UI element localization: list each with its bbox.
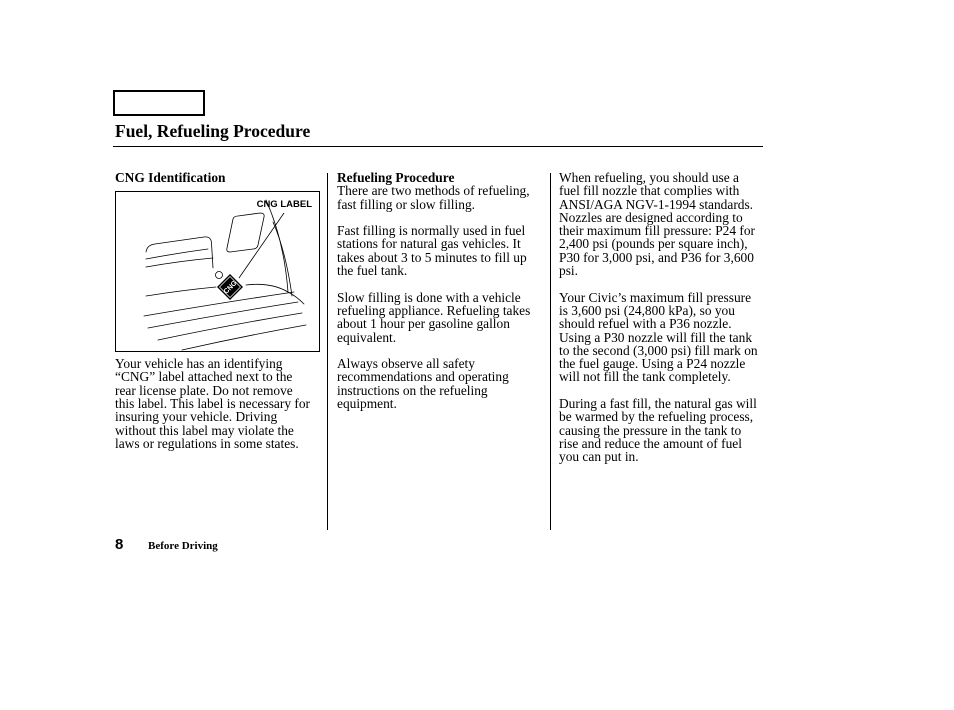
bumper-line	[158, 313, 302, 340]
trunk-lower-line	[246, 284, 304, 304]
column-cng-identification	[115, 171, 320, 464]
trunk-lock-keyhole	[216, 271, 223, 278]
body-paragraph: Always observe all safety recommendations and operating instructions on the refueling equipment.	[337, 356, 509, 412]
body-paragraph: When refueling, you should use a fuel fill nozzle that complies with ANSI/AGA NGV-1-1994 standards. Nozzles are designed according to their maximum fill pressure: P24 for 2,400 psi (pounds per square inch), P30 for 3,000 psi, and P36 for 3,600 psi.	[559, 170, 755, 279]
bumper-line	[182, 325, 306, 350]
callout-leader-line	[239, 213, 284, 278]
column-divider	[327, 173, 328, 530]
column-fill-nozzle-info	[559, 171, 767, 477]
license-plate-recess-outline	[146, 237, 213, 268]
license-plate-recess-line	[146, 249, 208, 259]
chapter-tab-box	[113, 90, 205, 116]
rear-vehicle-drawing	[116, 192, 319, 351]
column-divider	[550, 173, 551, 530]
cng-label-illustration	[115, 191, 320, 352]
body-paragraph: Slow filling is done with a vehicle refueling appliance. Refueling takes about 1 hour per gasoline gallon equivalent.	[337, 289, 531, 345]
title-rule	[113, 146, 763, 147]
cng-sticker-text: CNG	[222, 279, 239, 296]
section-heading-refueling-procedure: Refueling Procedure	[337, 170, 455, 185]
footer-section-name: Before Driving	[148, 540, 218, 552]
body-paragraph: Your Civic’s maximum fill pressure is 3,600 psi (24,800 kPa), so you should refuel with a P36 nozzle. Using a P30 nozzle will fill the tank to the second (3,000 psi) fill mark on the fuel gauge. Using a P24 nozzle will not fill the tank completely.	[559, 289, 758, 385]
body-paragraph: Your vehicle has an identifying “CNG” label attached next to the rear license plate. Do not remove this label. This label is necessary for insuring your vehicle. Driving without this label may violate the laws or regulations in some states.	[115, 356, 310, 451]
body-side-edge-line	[266, 200, 288, 292]
body-paragraph: Fast filling is normally used in fuel stations for natural gas vehicles. It takes about 3 to 5 minutes to fill up the fuel tank.	[337, 223, 527, 279]
trunk-opening-outline	[227, 213, 264, 252]
cng-label-callout: CNG LABEL	[256, 198, 312, 210]
license-plate-recess-line	[146, 258, 213, 267]
body-side-edge-line	[273, 222, 292, 296]
bumper-line	[148, 302, 298, 328]
trunk-lower-line	[146, 287, 216, 296]
bumper-line	[144, 292, 294, 316]
column-refueling-procedure	[337, 171, 545, 424]
body-paragraph: There are two methods of refueling, fast filling or slow filling.	[337, 183, 530, 212]
page-title: Fuel, Refueling Procedure	[115, 121, 311, 141]
body-paragraph: During a fast fill, the natural gas will be warmed by the refueling process, causing the pressure in the tank to rise and reduce the amount of fuel you can put in.	[559, 396, 757, 465]
page-number: 8	[115, 536, 124, 553]
section-heading-cng-identification: CNG Identification	[115, 170, 226, 185]
